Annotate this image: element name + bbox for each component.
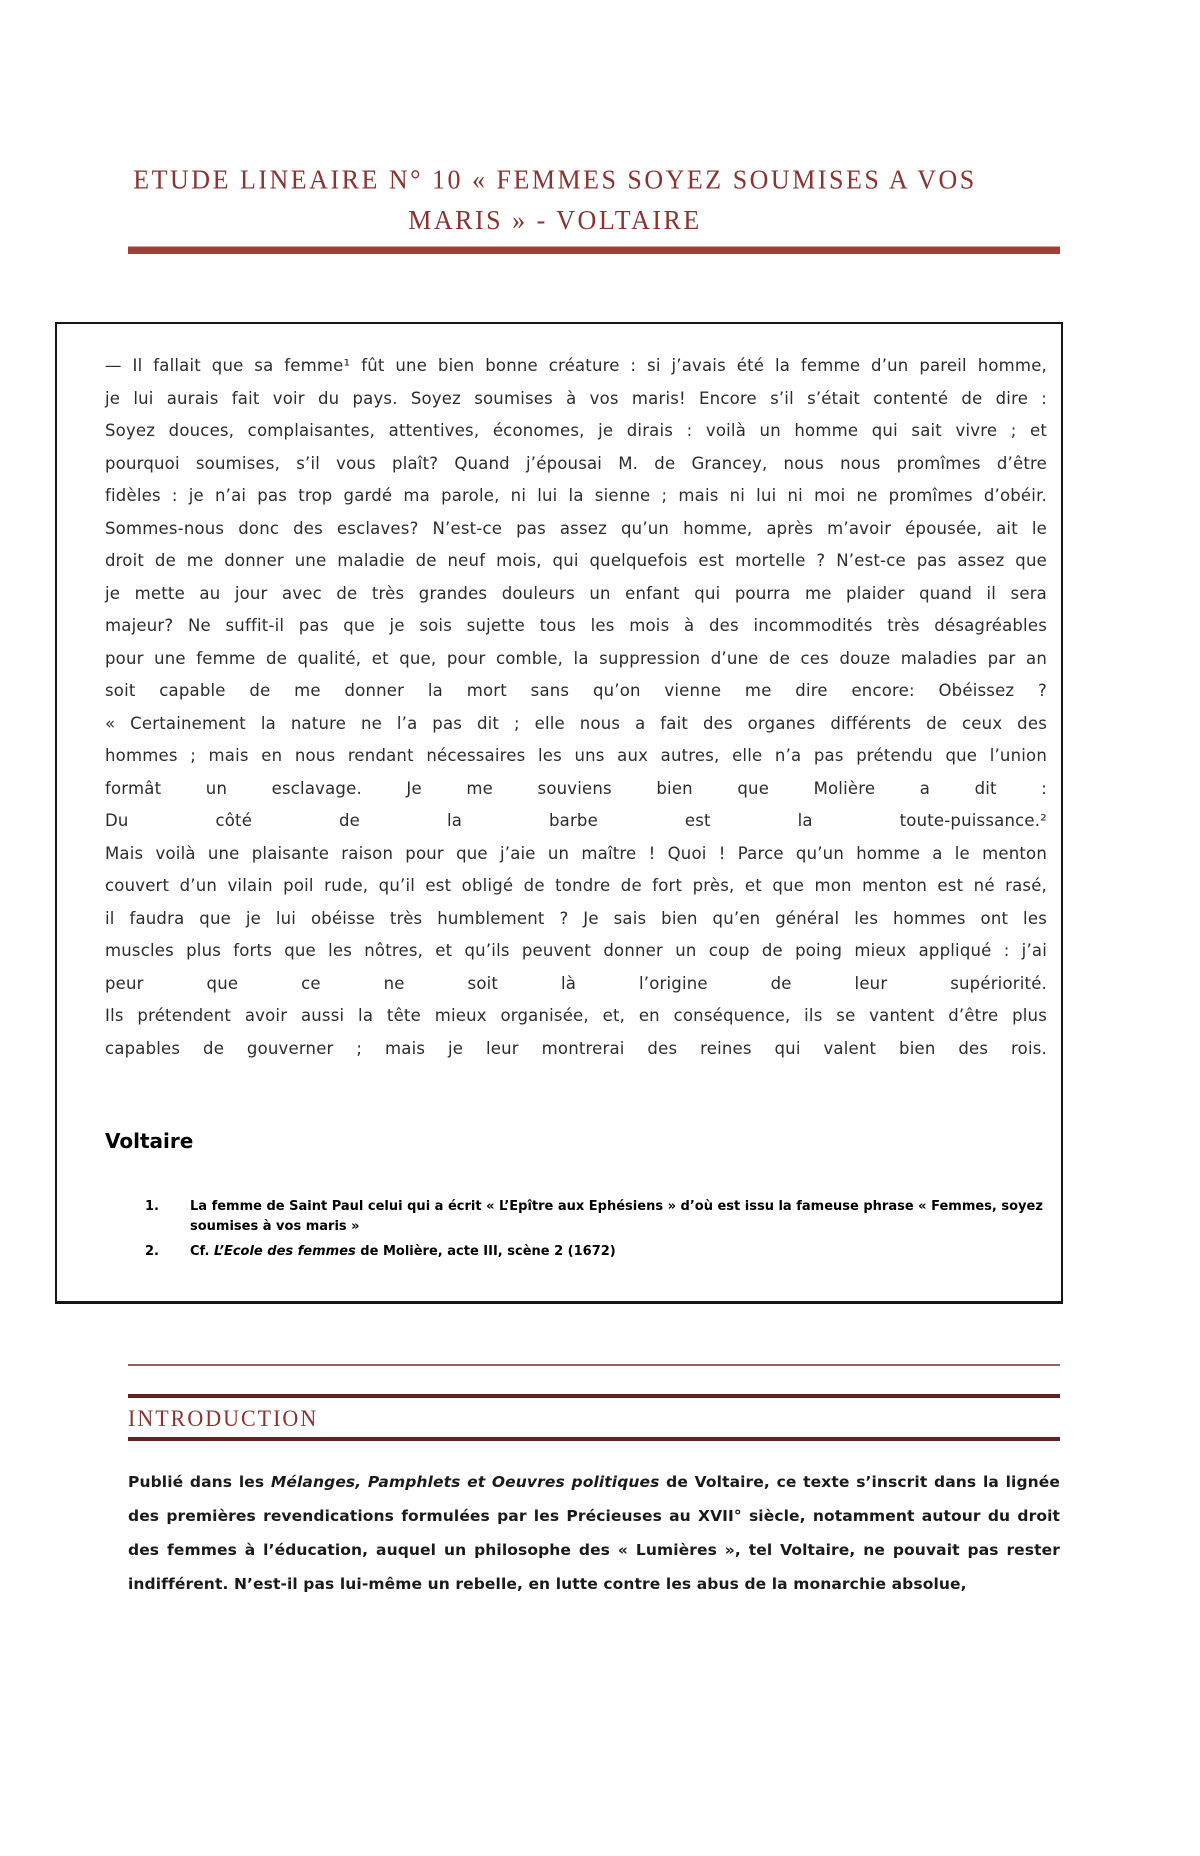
quote-line: je mette au jour avec de très grandes douleurs un enfant qui pourra me plaider quand il sera [105, 583, 1047, 603]
introduction-heading: INTRODUCTION [128, 1405, 319, 1432]
quote-line: peur que ce ne soit là l’origine de leur supériorité. [105, 973, 1047, 993]
quote-line: soit capable de me donner la mort sans qu’on vienne me dire encore: Obéissez ? [105, 681, 1047, 700]
quote-line: couvert d’un vilain poil rude, qu’il est obligé de tondre de fort près, et que mon menton est né rasé, [105, 876, 1047, 895]
quote-line: « Certainement la nature ne l’a pas dit ; elle nous a fait des organes différents de ceux des [105, 713, 1047, 733]
quote-line: muscles plus forts que les nôtres, et qu’ils peuvent donner un coup de poing mieux appliqué : j’ai [105, 941, 1047, 960]
horizontal-rule-heading-bottom [128, 1437, 1060, 1441]
document-title: ETUDE LINEAIRE N° 10 « FEMMES SOYEZ SOUMISES A VOS MARIS » - VOLTAIRE [133, 164, 977, 236]
quote-box [55, 322, 1063, 1304]
title-block [128, 160, 982, 236]
footnote-1 [145, 1197, 1047, 1237]
footnote-text: La femme de Saint Paul celui qui a écrit « L’Epître aux Ephésiens » d’où est issu la fameuse phrase « Femmes, soyez soumises à vos maris » [190, 1199, 1043, 1234]
footnotes [105, 1197, 1047, 1262]
horizontal-rule-thin [128, 1364, 1060, 1366]
quote-line: pour une femme de qualité, et que, pour comble, la suppression d’une de ces douze maladies par an [105, 648, 1047, 668]
title-underline-bar [128, 246, 1060, 254]
quote-line: majeur? Ne suffit-il pas que je sois sujette tous les mois à des incommodités très désagréables [105, 616, 1047, 635]
footnote-prefix: Cf. [190, 1244, 214, 1259]
document-page [0, 160, 1200, 1856]
footnote-number: 2. [145, 1244, 159, 1259]
intro-work-title: Mélanges, Pamphlets et Oeuvres politiques [270, 1473, 660, 1491]
quote-line: formât un esclavage. Je me souviens bien que Molière a dit : [105, 778, 1047, 798]
quote-line-verse: Du côté de la barbe est la toute-puissance.² [105, 811, 1047, 830]
intro-text-start: Publié dans les [128, 1473, 271, 1491]
footnote-work-title: L’Ecole des femmes [213, 1244, 356, 1259]
quote-line: capables de gouverner ; mais je leur montrerai des reines qui valent bien des rois. [105, 1038, 1047, 1058]
footnote-number: 1. [145, 1199, 159, 1214]
quote-line: il faudra que je lui obéisse très humblement ? Je sais bien qu’en général les hommes ont les [105, 908, 1047, 928]
footnote-2 [145, 1242, 1047, 1262]
intro-text-rest: de Voltaire, ce texte s’inscrit dans la lignée des premières revendications formulées par les Précieuses au XVII° siècle, notamment autour du droit des femmes à l’éducation, auquel un philosophe des « Lumières », tel Voltaire, ne pouvait pas rester indifférent. N’est-il pas lui-même un rebelle, en lutte contre les abus de la monarchie absolue, [128, 1473, 1060, 1593]
quote-line: fidèles : je n’ai pas trop gardé ma parole, ni lui la sienne ; mais ni lui ni moi ne promîmes d’obéir. [105, 486, 1047, 505]
horizontal-rule-heading-top [128, 1394, 1060, 1398]
quote-line: Sommes-nous donc des esclaves? N’est-ce pas assez qu’un homme, après m’avoir épousée, ait le [105, 518, 1047, 538]
quote-line: je lui aurais fait voir du pays. Soyez soumises à vos maris! Encore s’il s’était contenté de dire : [105, 388, 1047, 408]
quote-line: hommes ; mais en nous rendant nécessaires les uns aux autres, elle n’a pas prétendu que l’union [105, 746, 1047, 765]
quote-line: Mais voilà une plaisante raison pour que j’aie un maître ! Quoi ! Parce qu’un homme a le menton [105, 843, 1047, 863]
introduction-paragraph [128, 1465, 1060, 1601]
footnote-suffix: de Molière, acte III, scène 2 (1672) [355, 1244, 616, 1259]
quote-line: Soyez douces, complaisantes, attentives, économes, je dirais : voilà un homme qui sait vivre ; et [105, 421, 1047, 440]
footnote-text [190, 1242, 1047, 1262]
quote-author: Voltaire [105, 1129, 194, 1153]
quote-line: — Il fallait que sa femme¹ fût une bien bonne créature : si j’avais été la femme d’un pareil homme, [105, 356, 1047, 375]
quote-line: pourquoi soumises, s’il vous plaît? Quand j’épousai M. de Grancey, nous nous promîmes d’être [105, 453, 1047, 473]
quote-line: Ils prétendent avoir aussi la tête mieux organisée, et, en conséquence, ils se vantent d’être plus [105, 1006, 1047, 1025]
quote-line: droit de me donner une maladie de neuf mois, qui quelquefois est mortelle ? N’est-ce pas assez que [105, 551, 1047, 570]
